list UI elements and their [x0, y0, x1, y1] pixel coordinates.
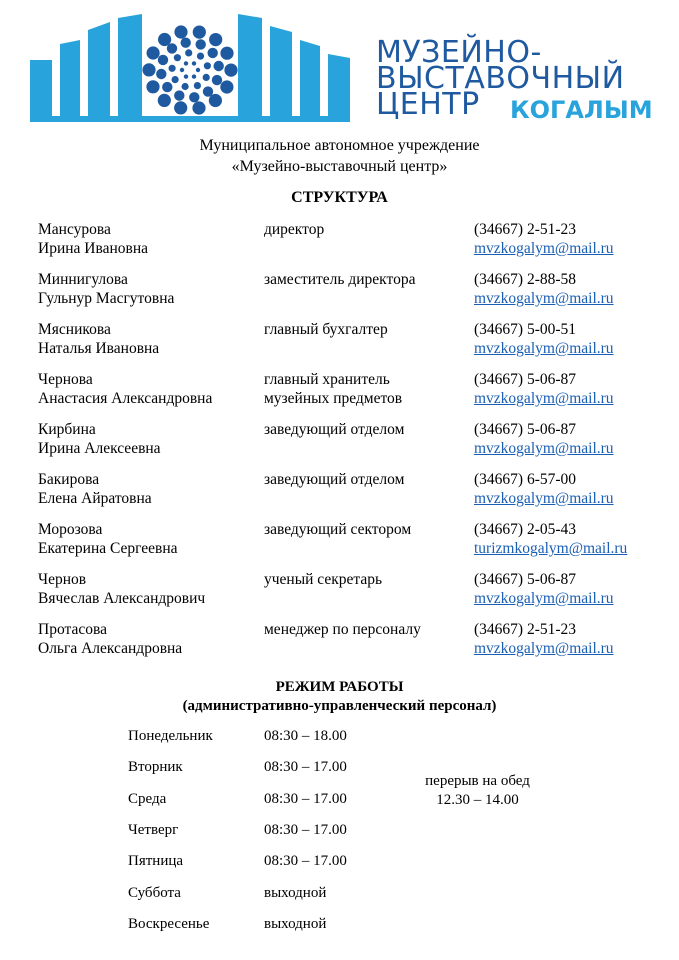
schedule-hours: выходной	[264, 916, 327, 932]
staff-phone: (34667) 5-06-87	[474, 571, 577, 588]
logo-dot	[180, 68, 184, 72]
schedule-day: Воскресенье	[128, 916, 210, 932]
logo-dot	[146, 80, 159, 93]
logo-dot	[181, 38, 191, 48]
structure-title: СТРУКТУРА	[291, 189, 388, 206]
schedule-title: РЕЖИМ РАБОТЫ	[275, 679, 404, 695]
staff-position: менеджер по персоналу	[264, 621, 421, 638]
schedule-day: Пятница	[128, 853, 184, 869]
staff-row	[0, 371, 679, 415]
logo-dot	[182, 83, 189, 90]
logo-dot	[156, 69, 166, 79]
staff-surname: Чернов	[38, 571, 87, 588]
logo-dot	[209, 33, 222, 46]
staff-email-link[interactable]: mvzkogalym@mail.ru	[474, 290, 614, 307]
logo-dot	[214, 61, 224, 71]
logo-dot	[184, 61, 188, 65]
logo-brand: КОГАЛЫМ	[510, 96, 653, 124]
logo-dot	[184, 74, 188, 78]
logo-dot	[212, 75, 222, 85]
logo-dot	[224, 64, 237, 77]
spiral-dots-icon	[142, 25, 237, 114]
staff-email-link[interactable]: mvzkogalym@mail.ru	[474, 640, 614, 657]
staff-given-name: Гульнур Масгутовна	[38, 290, 175, 307]
schedule-hours: 08:30 – 17.00	[264, 853, 347, 869]
staff-email-link[interactable]: turizmkogalym@mail.ru	[474, 540, 628, 557]
logo-dot	[209, 94, 222, 107]
staff-position: главный бухгалтер	[264, 321, 388, 338]
logo-dot	[192, 74, 196, 78]
schedule-hours: 08:30 – 18.00	[264, 728, 347, 744]
staff-surname: Морозова	[38, 521, 103, 538]
schedule-row	[0, 884, 679, 904]
staff-email-link[interactable]: mvzkogalym@mail.ru	[474, 590, 614, 607]
logo-dot	[194, 82, 201, 89]
staff-given-name: Ирина Алексеевна	[38, 440, 161, 457]
staff-surname: Кирбина	[38, 421, 96, 438]
schedule-row	[0, 758, 679, 778]
schedule-day: Суббота	[128, 885, 181, 901]
staff-row	[0, 321, 679, 365]
staff-position: ученый секретарь	[264, 571, 383, 588]
logo-dot	[197, 53, 204, 60]
staff-position: заведующий отделом	[264, 471, 405, 488]
logo-dot	[192, 61, 196, 65]
staff-given-name: Ольга Александровна	[38, 640, 183, 657]
staff-surname: Бакирова	[38, 471, 100, 488]
staff-given-name: Екатерина Сергеевна	[38, 540, 178, 557]
staff-phone: (34667) 5-06-87	[474, 371, 577, 388]
schedule-day: Понедельник	[128, 728, 213, 744]
staff-position: заместитель директора	[264, 271, 416, 288]
logo-dot	[220, 80, 233, 93]
institution-type: Муниципальное автономное учреждение	[199, 137, 480, 154]
staff-surname: Миннигулова	[38, 271, 128, 288]
logo-dot	[208, 48, 218, 58]
staff-phone: (34667) 5-00-51	[474, 321, 577, 338]
schedule-subtitle: (административно-управленческий персонал)	[182, 698, 497, 714]
logo-dot	[192, 101, 205, 114]
schedule-hours: выходной	[264, 885, 327, 901]
staff-given-name: Анастасия Александровна	[38, 390, 213, 407]
staff-row	[0, 221, 679, 265]
logo-dot	[204, 62, 211, 69]
logo-line-3: ЦЕНТР	[376, 87, 480, 122]
staff-row	[0, 271, 679, 315]
staff-surname: Мясникова	[38, 321, 111, 338]
schedule-row	[0, 790, 679, 810]
logo-dot	[196, 68, 200, 72]
staff-phone: (34667) 6-57-00	[474, 471, 577, 488]
schedule-hours: 08:30 – 17.00	[264, 822, 347, 838]
logo-dot	[172, 76, 179, 83]
staff-row	[0, 471, 679, 515]
staff-phone: (34667) 2-51-23	[474, 621, 577, 638]
staff-given-name: Наталья Ивановна	[38, 340, 160, 357]
schedule-row	[0, 821, 679, 841]
schedule-day: Среда	[128, 791, 167, 807]
staff-row	[0, 621, 679, 665]
logo-dot	[158, 94, 171, 107]
staff-row	[0, 421, 679, 465]
staff-phone: (34667) 2-88-58	[474, 271, 577, 288]
lunch-label: перерыв на обед	[425, 773, 530, 789]
staff-email-link[interactable]: mvzkogalym@mail.ru	[474, 440, 614, 457]
logo-dot	[203, 74, 210, 81]
schedule-row	[0, 727, 679, 747]
logo-line-2: ВЫСТАВОЧНЫЙ	[376, 61, 625, 96]
staff-email-link[interactable]: mvzkogalym@mail.ru	[474, 340, 614, 357]
staff-given-name: Ирина Ивановна	[38, 240, 149, 257]
logo-dot	[147, 46, 160, 59]
staff-row	[0, 571, 679, 615]
logo-dot	[185, 49, 192, 56]
logo-dot	[174, 54, 181, 61]
lunch-time: 12.30 – 14.00	[436, 792, 519, 808]
institution-name: «Музейно-выставочный центр»	[231, 158, 448, 175]
staff-given-name: Елена Айратовна	[38, 490, 152, 507]
staff-phone: (34667) 2-05-43	[474, 521, 577, 538]
logo-dot	[193, 25, 206, 38]
logo-dot	[220, 47, 233, 60]
schedule-day: Четверг	[128, 822, 179, 838]
staff-position: директор	[264, 221, 325, 238]
staff-email-link[interactable]: mvzkogalym@mail.ru	[474, 490, 614, 507]
logo-dot	[169, 65, 176, 72]
schedule-row	[0, 915, 679, 935]
staff-row	[0, 521, 679, 565]
logo-dot	[142, 63, 155, 76]
skyline-graphic	[30, 14, 350, 122]
staff-surname: Чернова	[38, 371, 93, 388]
logo-dot	[158, 33, 171, 46]
staff-position-cont: музейных предметов	[264, 390, 403, 407]
staff-phone: (34667) 5-06-87	[474, 421, 577, 438]
staff-phone: (34667) 2-51-23	[474, 221, 577, 238]
logo-line-1: МУЗЕЙНО-	[376, 35, 542, 70]
staff-email-link[interactable]: mvzkogalym@mail.ru	[474, 240, 614, 257]
logo-dot	[174, 101, 187, 114]
logo-dot	[174, 25, 187, 38]
schedule-day: Вторник	[128, 759, 183, 775]
logo-dot	[162, 82, 172, 92]
staff-surname: Протасова	[38, 621, 107, 638]
staff-email-link[interactable]: mvzkogalym@mail.ru	[474, 390, 614, 407]
logo-dot	[158, 55, 168, 65]
staff-given-name: Вячеслав Александрович	[38, 590, 206, 607]
schedule-row	[0, 852, 679, 872]
logo-dot	[196, 39, 206, 49]
staff-position: заведующий сектором	[264, 521, 412, 538]
schedule-hours: 08:30 – 17.00	[264, 759, 347, 775]
logo-dot	[174, 90, 184, 100]
logo-dot	[189, 92, 199, 102]
staff-position: главный хранитель	[264, 371, 390, 388]
staff-position: заведующий отделом	[264, 421, 405, 438]
schedule-hours: 08:30 – 17.00	[264, 791, 347, 807]
staff-surname: Мансурова	[38, 221, 111, 238]
